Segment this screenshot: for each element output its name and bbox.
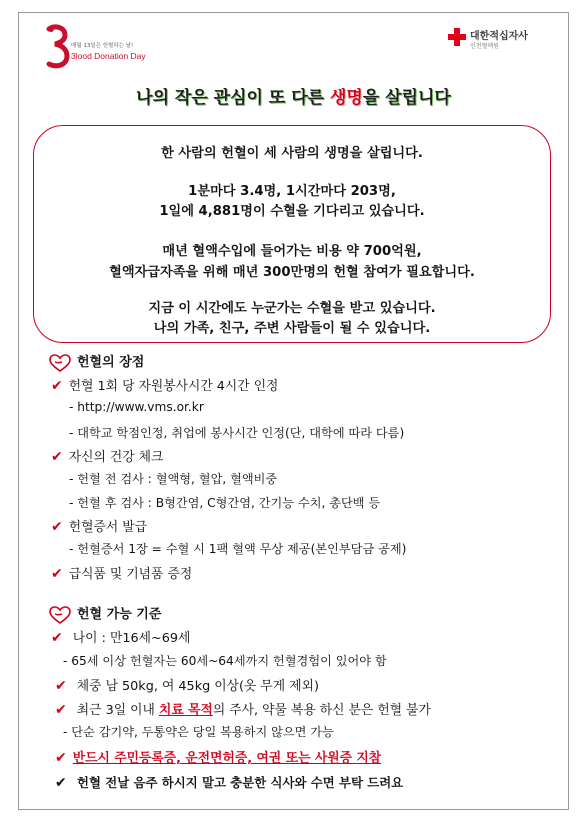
benefit-item-gift [51,563,192,582]
criteria-item-alcohol [55,773,403,791]
benefit-item-text: 급식품 및 기념품 증정 [68,567,193,582]
criteria-item-medication [55,699,431,718]
criteria-item-age [51,627,190,646]
check-icon: ✔ [55,678,67,694]
box-line-4: 매년 혈액수입에 들어가는 비용 약 700억원, [162,244,422,259]
criteria-subitem-age: - 65세 이상 헌혈자는 60세~64세까지 헌혈경험이 있어야 함 [63,654,387,668]
headline-highlight: 생명 [329,88,363,108]
drop-3-logo-icon [45,23,71,69]
logo-title: 3lood Donation Day [71,51,146,61]
check-icon: ✔ [55,750,67,766]
box-line-6: 지금 이 시간에도 누군가는 수혈을 받고 있습니다. [148,301,436,316]
criteria-item-id [55,747,381,766]
benefit-item-text: 헌혈증서 발급 [68,520,147,535]
benefit-item-volunteer [51,375,278,394]
logo-subtitle: 매월 13일은 헌혈하는 날! [71,43,134,49]
headline-part2: 을 살립니다 [362,88,451,108]
red-cross-icon [448,28,466,46]
criteria-item-text: 나이 : 만16세~69세 [68,631,191,646]
benefit-item-text: 헌혈 1회 당 자원봉사시간 4시간 인정 [68,379,279,394]
criteria-highlight: 치료 목적 [158,703,213,718]
benefit-subitem-credit: - 대학교 학점인정, 취업에 봉사시간 인정(단, 대학에 따라 다름) [69,426,405,440]
check-icon: ✔ [51,449,63,465]
benefit-subitem-post-test: - 헌혈 후 검사 : B형간염, C형간염, 간기능 수치, 총단백 등 [69,496,381,510]
criteria-id-text: 반드시 주민등록증, 운전면허증, 여권 또는 사원증 지참 [72,751,382,766]
benefit-subitem-pre-test: - 헌혈 전 검사 : 혈액형, 혈압, 혈액비중 [69,472,278,486]
org-subname: 인천혈액원 [470,43,499,50]
criteria-item-text: 체중 남 50kg, 여 45kg 이상(옷 무게 제외) [72,679,319,694]
criteria-title [49,603,161,624]
criteria-item-text: 최근 3일 이내 [72,703,159,718]
info-box [33,125,551,343]
criteria-subitem-medication: - 단순 감기약, 두통약은 당일 복용하지 않으면 가능 [63,725,334,739]
headline-part1: 나의 작은 관심이 또 다른 [136,88,330,108]
benefit-item-text: 자신의 건강 체크 [68,450,164,465]
criteria-item-text: 헌혈 전날 음주 하시지 말고 충분한 식사와 수면 부탁 드려요 [72,775,404,790]
box-line-7: 나의 가족, 친구, 주변 사람들이 될 수 있습니다. [153,321,431,336]
box-line-3: 1일에 4,881명이 수혈을 기다리고 있습니다. [159,204,425,219]
check-icon: ✔ [51,519,63,535]
check-icon: ✔ [51,566,63,582]
criteria-item-text-tail: 의 주사, 약물 복용 하신 분은 헌혈 불가 [212,703,431,718]
benefit-subitem-certificate: - 헌혈증서 1장 = 수혈 시 1팩 혈액 무상 제공(본인부담금 공제) [69,542,407,556]
blood-donation-day-logo [45,23,185,79]
flyer-page [18,12,569,810]
benefit-item-health [51,446,163,465]
box-line-2: 1분마다 3.4명, 1시간마다 203명, [188,184,396,199]
benefits-title [49,351,144,372]
box-line-1: 한 사람의 헌혈이 세 사람의 생명을 살립니다. [161,146,423,161]
criteria-title-text: 헌혈 가능 기준 [77,607,162,622]
criteria-item-weight [55,675,319,694]
box-line-5: 혈액자급자족을 위해 매년 300만명의 헌혈 참여가 필요합니다. [109,265,475,280]
benefit-subitem-url: - http://www.vms.or.kr [69,400,204,414]
check-icon: ✔ [55,775,67,791]
heart-icon [49,354,71,372]
red-cross-logo [448,25,548,55]
check-icon: ✔ [51,378,63,394]
org-name: 대한적십자사 [470,31,528,42]
benefit-item-certificate [51,516,147,535]
headline [19,83,568,108]
check-icon: ✔ [55,702,67,718]
heart-icon [49,606,71,624]
benefits-title-text: 헌혈의 장점 [77,355,145,370]
check-icon: ✔ [51,630,63,646]
